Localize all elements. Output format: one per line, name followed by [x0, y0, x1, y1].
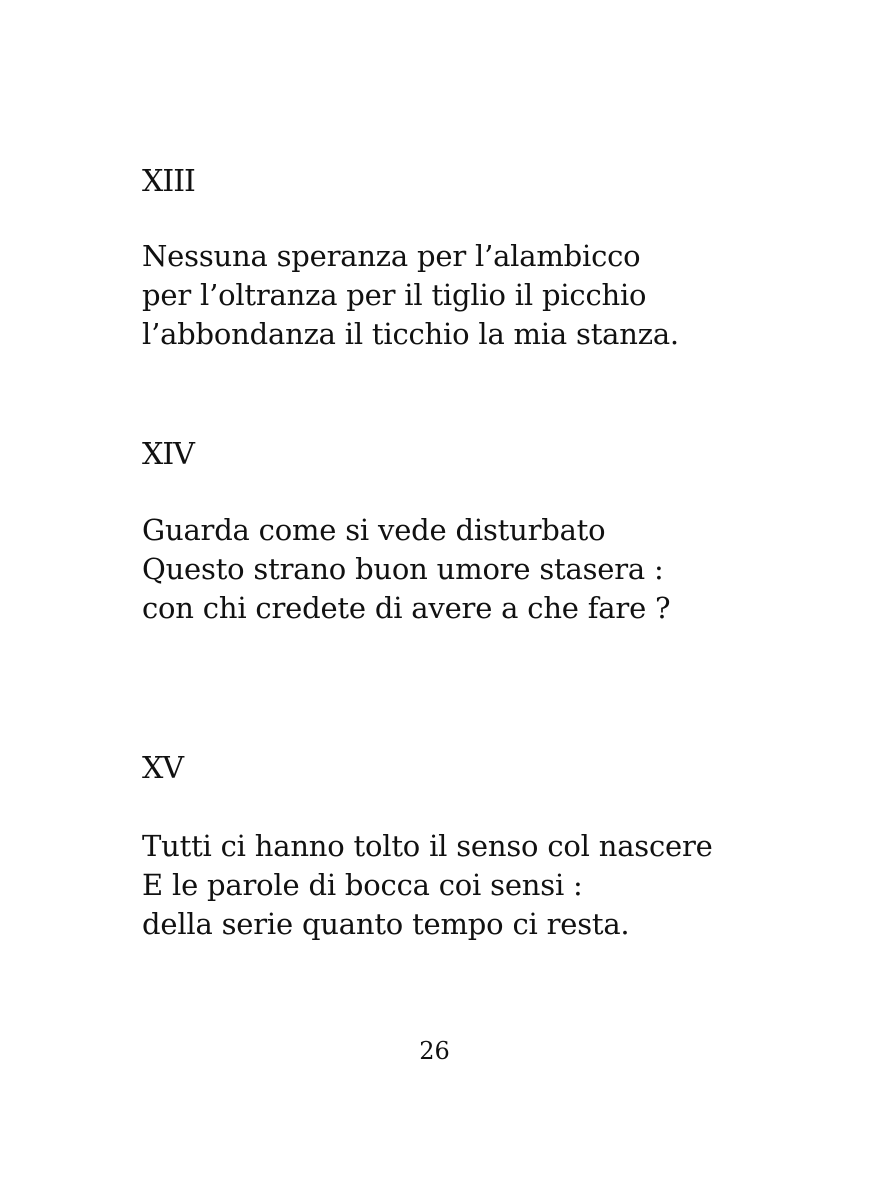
poem-line: Guarda come si vede disturbato: [142, 513, 606, 547]
poem-line: per l’oltranza per il tiglio il picchio: [142, 278, 647, 312]
poem-line: Questo strano buon umore stasera :: [142, 552, 664, 586]
poem-line: Tutti ci hanno tolto il senso col nascere: [142, 829, 713, 863]
poem-line: con chi credete di avere a che fare ?: [142, 591, 671, 625]
poem-line: Nessuna speranza per l’alambicco: [142, 239, 641, 273]
poem-numeral: XIII: [142, 164, 195, 199]
poem-stanza: [142, 511, 670, 628]
poem-numeral: XV: [142, 751, 184, 786]
poem-line: l’abbondanza il ticchio la mia stanza.: [142, 317, 679, 351]
poem-line: della serie quanto tempo ci resta.: [142, 907, 630, 941]
poem-stanza: [142, 827, 713, 944]
poem-stanza: [142, 237, 679, 354]
page-number: 26: [419, 1037, 450, 1065]
poem-line: E le parole di bocca coi sensi :: [142, 868, 583, 902]
poem-numeral: XIV: [142, 437, 194, 472]
